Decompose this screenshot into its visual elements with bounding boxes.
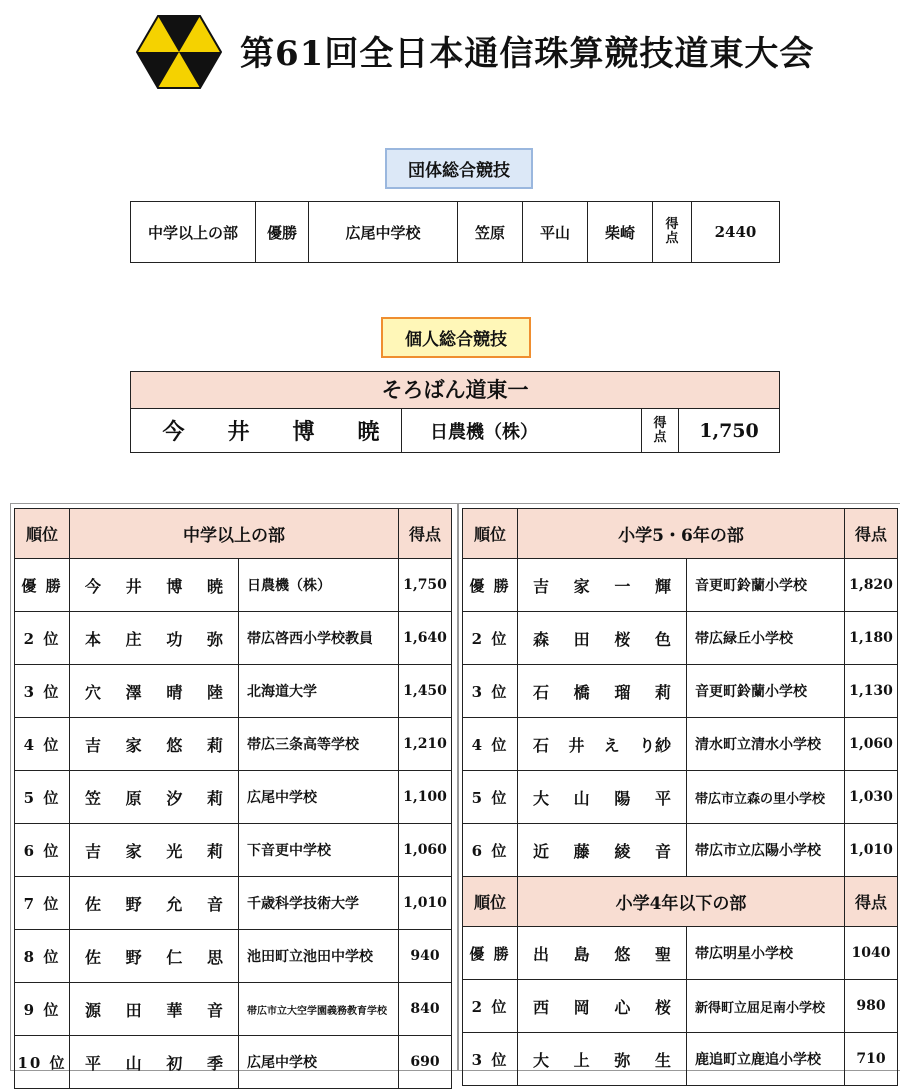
name-cell [70, 718, 239, 771]
table-row [15, 983, 452, 1036]
individual-section-label: 個人総合競技 [381, 317, 531, 358]
rank-cell: 6 位 [463, 824, 518, 877]
points-cell: 710 [845, 1033, 898, 1086]
name-char: 本 [85, 629, 102, 649]
name-char: 音 [206, 1000, 223, 1020]
name-char: 一 [614, 576, 631, 596]
name-char: 平 [654, 788, 671, 808]
rank-cell: 優 勝 [463, 559, 518, 612]
points-column-header: 得点 [399, 509, 452, 559]
name-char: 澤 [125, 682, 142, 702]
rank-cell: 2 位 [463, 980, 518, 1033]
points-cell: 1,180 [845, 612, 898, 665]
rank-cell: 6 位 [15, 824, 70, 877]
points-cell: 1,060 [845, 718, 898, 771]
school-cell: 帯広三条高等学校 [239, 718, 399, 771]
team-section-label: 団体総合競技 [385, 148, 533, 189]
table-row [15, 559, 452, 612]
name-char: 晴 [166, 682, 183, 702]
school-cell: 広尾中学校 [239, 771, 399, 824]
name-char: 山 [125, 1053, 142, 1073]
table-row [463, 927, 898, 980]
name-char: 今 [85, 576, 102, 596]
school-cell: 鹿追町立鹿追小学校 [687, 1033, 845, 1086]
name-char: 陸 [206, 682, 223, 702]
name-cell [518, 612, 687, 665]
name-cell [70, 983, 239, 1036]
name-char: 井 [125, 576, 142, 596]
name-char: 家 [125, 841, 142, 861]
school-cell: 帯広市立森の里小学校 [687, 771, 845, 824]
points-cell: 1,130 [845, 665, 898, 718]
name-char: 聖 [654, 944, 671, 964]
school-cell: 音更町鈴蘭小学校 [687, 559, 845, 612]
name-char: 仁 [166, 947, 183, 967]
points-cell: 980 [845, 980, 898, 1033]
name-char: 功 [166, 629, 183, 649]
rank-cell: 3 位 [463, 1033, 518, 1086]
name-cell [70, 665, 239, 718]
name-char: 田 [125, 1000, 142, 1020]
school-cell: 帯広市立広陽小学校 [687, 824, 845, 877]
team-school: 広尾中学校 [309, 202, 458, 263]
name-char: 瑠 [614, 682, 631, 702]
school-cell: 帯広緑丘小学校 [687, 612, 845, 665]
name-char: 平 [85, 1053, 102, 1073]
name-char: 桜 [654, 997, 671, 1017]
name-char: 出 [533, 944, 550, 964]
school-cell: 清水町立清水小学校 [687, 718, 845, 771]
name-char: 穴 [85, 682, 102, 702]
points-cell: 1,640 [399, 612, 452, 665]
points-cell: 1,100 [399, 771, 452, 824]
name-char: 博 [166, 576, 183, 596]
team-member: 平山 [523, 202, 588, 263]
name-char: 大 [533, 788, 550, 808]
school-cell: 帯広啓西小学校教員 [239, 612, 399, 665]
team-result: 優勝 [256, 202, 309, 263]
name-char: 岡 [573, 997, 590, 1017]
school-cell: 日農機（株） [239, 559, 399, 612]
name-cell [518, 559, 687, 612]
rank-cell: 4 位 [15, 718, 70, 771]
name-cell [70, 612, 239, 665]
table-row [463, 665, 898, 718]
name-char: 石 [533, 735, 550, 755]
name-char: 心 [614, 997, 631, 1017]
name-char: 陽 [614, 788, 631, 808]
points-cell: 1,030 [845, 771, 898, 824]
team-member: 柴崎 [588, 202, 653, 263]
team-points-label: 得 点 [653, 202, 692, 263]
name-char: 桜 [614, 629, 631, 649]
table-row [15, 771, 452, 824]
rank-column-header: 順位 [463, 509, 518, 559]
table-row [15, 1036, 452, 1089]
name-char: 悠 [614, 944, 631, 964]
individual-winner-box [130, 371, 780, 453]
name-char: 弥 [614, 1050, 631, 1070]
points-column-header: 得点 [845, 877, 898, 927]
name-char: 大 [533, 1050, 550, 1070]
table-row [463, 718, 898, 771]
points-cell: 690 [399, 1036, 452, 1089]
name-char: え [603, 735, 620, 755]
name-char: 生 [654, 1050, 671, 1070]
name-cell [70, 930, 239, 983]
name-char: 吉 [85, 841, 102, 861]
points-cell: 1040 [845, 927, 898, 980]
name-char: 井 [568, 735, 585, 755]
name-cell [518, 771, 687, 824]
table-row [15, 718, 452, 771]
rank-cell: 優 勝 [15, 559, 70, 612]
school-cell: 音更町鈴蘭小学校 [687, 665, 845, 718]
name-cell [70, 877, 239, 930]
points-cell: 1,820 [845, 559, 898, 612]
rank-cell: 9 位 [15, 983, 70, 1036]
name-cell [70, 824, 239, 877]
table-row [463, 771, 898, 824]
name-char: 原 [125, 788, 142, 808]
rank-column-header: 順位 [463, 877, 518, 927]
name-cell [518, 1033, 687, 1086]
name-char: 汐 [166, 788, 183, 808]
rank-column-header: 順位 [15, 509, 70, 559]
points-cell: 1,010 [399, 877, 452, 930]
name-char: 島 [573, 944, 590, 964]
name-char: 輝 [654, 576, 671, 596]
table-row [463, 1033, 898, 1086]
name-char: 初 [166, 1053, 183, 1073]
school-cell: 新得町立屈足南小学校 [687, 980, 845, 1033]
points-cell: 1,010 [845, 824, 898, 877]
name-char: 悠 [166, 735, 183, 755]
table-row [463, 559, 898, 612]
name-char: 野 [125, 894, 142, 914]
name-char: 吉 [85, 735, 102, 755]
table-row [15, 877, 452, 930]
school-cell: 下音更中学校 [239, 824, 399, 877]
rank-cell: 3 位 [15, 665, 70, 718]
name-char: 莉 [206, 788, 223, 808]
page-title: 第61回全日本通信珠算競技道東大会 [240, 34, 815, 74]
individual-award-title: そろばん道東一 [131, 372, 779, 409]
individual-winner-affiliation: 日農機（株） [401, 409, 641, 452]
name-char: 庄 [125, 629, 142, 649]
points-column-header: 得点 [845, 509, 898, 559]
name-char: 藤 [573, 841, 590, 861]
name-char: 家 [125, 735, 142, 755]
name-cell [70, 559, 239, 612]
organization-logo-icon [136, 14, 222, 90]
name-cell [518, 980, 687, 1033]
elem4-division-title: 小学4年以下の部 [518, 877, 845, 927]
rank-cell: 5 位 [463, 771, 518, 824]
points-cell: 940 [399, 930, 452, 983]
name-char: 思 [206, 947, 223, 967]
name-cell [70, 1036, 239, 1089]
individual-winner-name: 今 井 博 暁 [162, 419, 380, 445]
school-cell: 千歳科学技術大学 [239, 877, 399, 930]
rank-cell: 8 位 [15, 930, 70, 983]
table-row [15, 824, 452, 877]
table-row [15, 612, 452, 665]
rank-cell: 2 位 [463, 612, 518, 665]
rank-cell: 7 位 [15, 877, 70, 930]
school-cell: 帯広市立大空学園義務教育学校 [239, 983, 399, 1036]
name-char: 綾 [614, 841, 631, 861]
rank-cell: 10 位 [15, 1036, 70, 1089]
name-char: 允 [166, 894, 183, 914]
name-char: 家 [573, 576, 590, 596]
elem56-division-title: 小学5・6年の部 [518, 509, 845, 559]
rank-cell: 2 位 [15, 612, 70, 665]
team-member: 笠原 [458, 202, 523, 263]
name-char: 華 [166, 1000, 183, 1020]
name-char: 季 [206, 1053, 223, 1073]
name-char: 光 [166, 841, 183, 861]
name-char: 佐 [85, 894, 102, 914]
elementary-division-table [462, 508, 898, 1086]
table-row [463, 612, 898, 665]
name-char: 近 [533, 841, 550, 861]
name-char: 暁 [206, 576, 223, 596]
points-cell: 1,750 [399, 559, 452, 612]
table-row [15, 930, 452, 983]
points-cell: 1,450 [399, 665, 452, 718]
school-cell: 池田町立池田中学校 [239, 930, 399, 983]
table-row [463, 824, 898, 877]
name-cell [518, 718, 687, 771]
name-char: 弥 [206, 629, 223, 649]
name-cell [518, 824, 687, 877]
name-char: 莉 [654, 682, 671, 702]
team-result-table [130, 201, 780, 263]
name-char: 森 [533, 629, 550, 649]
points-cell: 1,210 [399, 718, 452, 771]
name-char: 野 [125, 947, 142, 967]
table-row [15, 665, 452, 718]
middle-division-title: 中学以上の部 [70, 509, 399, 559]
name-char: 源 [85, 1000, 102, 1020]
individual-winner-score: 1,750 [678, 409, 779, 452]
name-char: 上 [573, 1050, 590, 1070]
name-char: 莉 [206, 735, 223, 755]
name-char: 西 [533, 997, 550, 1017]
name-char: 佐 [85, 947, 102, 967]
table-row [463, 980, 898, 1033]
name-char: 莉 [206, 841, 223, 861]
rank-cell: 優 勝 [463, 927, 518, 980]
middle-division-table [14, 508, 452, 1089]
name-char: 色 [654, 629, 671, 649]
name-char: 田 [573, 629, 590, 649]
school-cell: 帯広明星小学校 [687, 927, 845, 980]
name-char: 音 [206, 894, 223, 914]
name-cell [518, 665, 687, 718]
rank-cell: 3 位 [463, 665, 518, 718]
name-char: 笠 [85, 788, 102, 808]
rank-cell: 4 位 [463, 718, 518, 771]
name-cell [70, 771, 239, 824]
name-char: 音 [654, 841, 671, 861]
points-cell: 840 [399, 983, 452, 1036]
individual-points-label: 得 点 [641, 409, 678, 452]
team-score: 2440 [692, 202, 780, 263]
name-char: 石 [533, 682, 550, 702]
name-char: り紗 [638, 735, 671, 755]
name-char: 吉 [533, 576, 550, 596]
rank-cell: 5 位 [15, 771, 70, 824]
name-char: 山 [573, 788, 590, 808]
school-cell: 広尾中学校 [239, 1036, 399, 1089]
points-cell: 1,060 [399, 824, 452, 877]
name-cell [518, 927, 687, 980]
school-cell: 北海道大学 [239, 665, 399, 718]
name-char: 橋 [573, 682, 590, 702]
team-division: 中学以上の部 [131, 202, 256, 263]
